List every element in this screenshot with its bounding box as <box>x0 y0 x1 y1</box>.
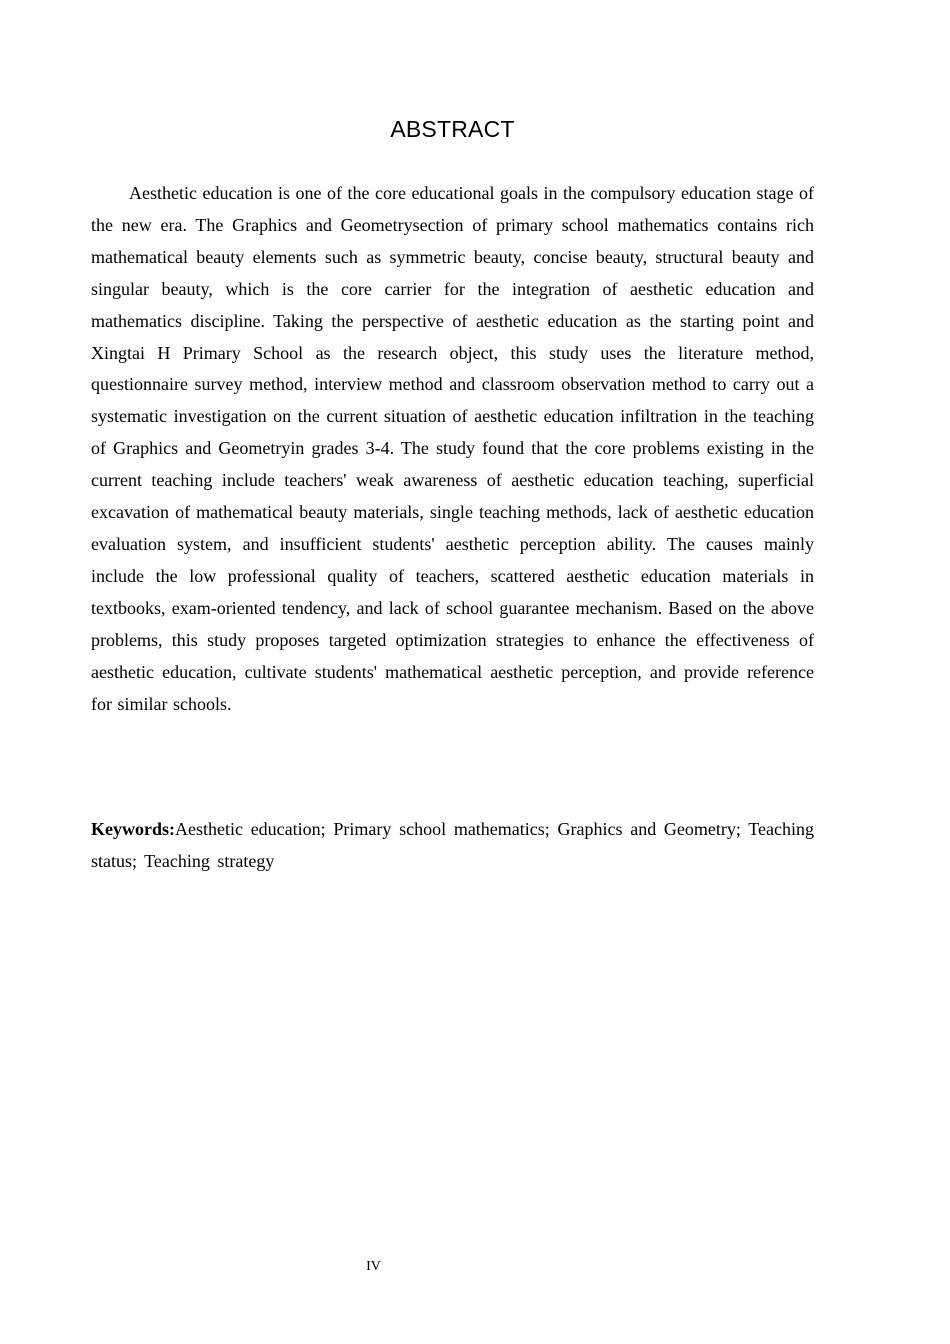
abstract-title: ABSTRACT <box>390 116 515 142</box>
keywords-paragraph <box>91 813 814 877</box>
page-number: IV <box>366 1259 381 1274</box>
abstract-body: Aesthetic education is one of the core educational goals in the compulsory education stage of the new era. The Graphics and Geometrysection of primary school mathematics contains rich mathematical beauty elements such as symmetric beauty, concise beauty, structural beauty and singular beauty, which is the core carrier for the integration of aesthetic education and mathematics discipline. Taking the perspective of aesthetic education as the starting point and Xingtai H Primary School as the research object, this study uses the literature method, questionnaire survey method, interview method and classroom observation method to carry out a systematic investigation on the current situation of aesthetic education infiltration in the teaching of Graphics and Geometryin grades 3-4. The study found that the core problems existing in the current teaching include teachers' weak awareness of aesthetic education teaching, superficial excavation of mathematical beauty materials, single teaching methods, lack of aesthetic education evaluation system, and insufficient students' aesthetic perception ability. The causes mainly include the low professional quality of teachers, scattered aesthetic education materials in textbooks, exam-oriented tendency, and lack of school guarantee mechanism. Based on the above problems, this study proposes targeted optimization strategies to enhance the effectiveness of aesthetic education, cultivate students' mathematical aesthetic perception, and provide reference for similar schools. <box>91 183 814 714</box>
keywords-text: Aesthetic education; Primary school mathematics; Graphics and Geometry; Teaching status; Teaching strategy <box>91 819 814 871</box>
keywords-label: Keywords: <box>91 819 175 839</box>
